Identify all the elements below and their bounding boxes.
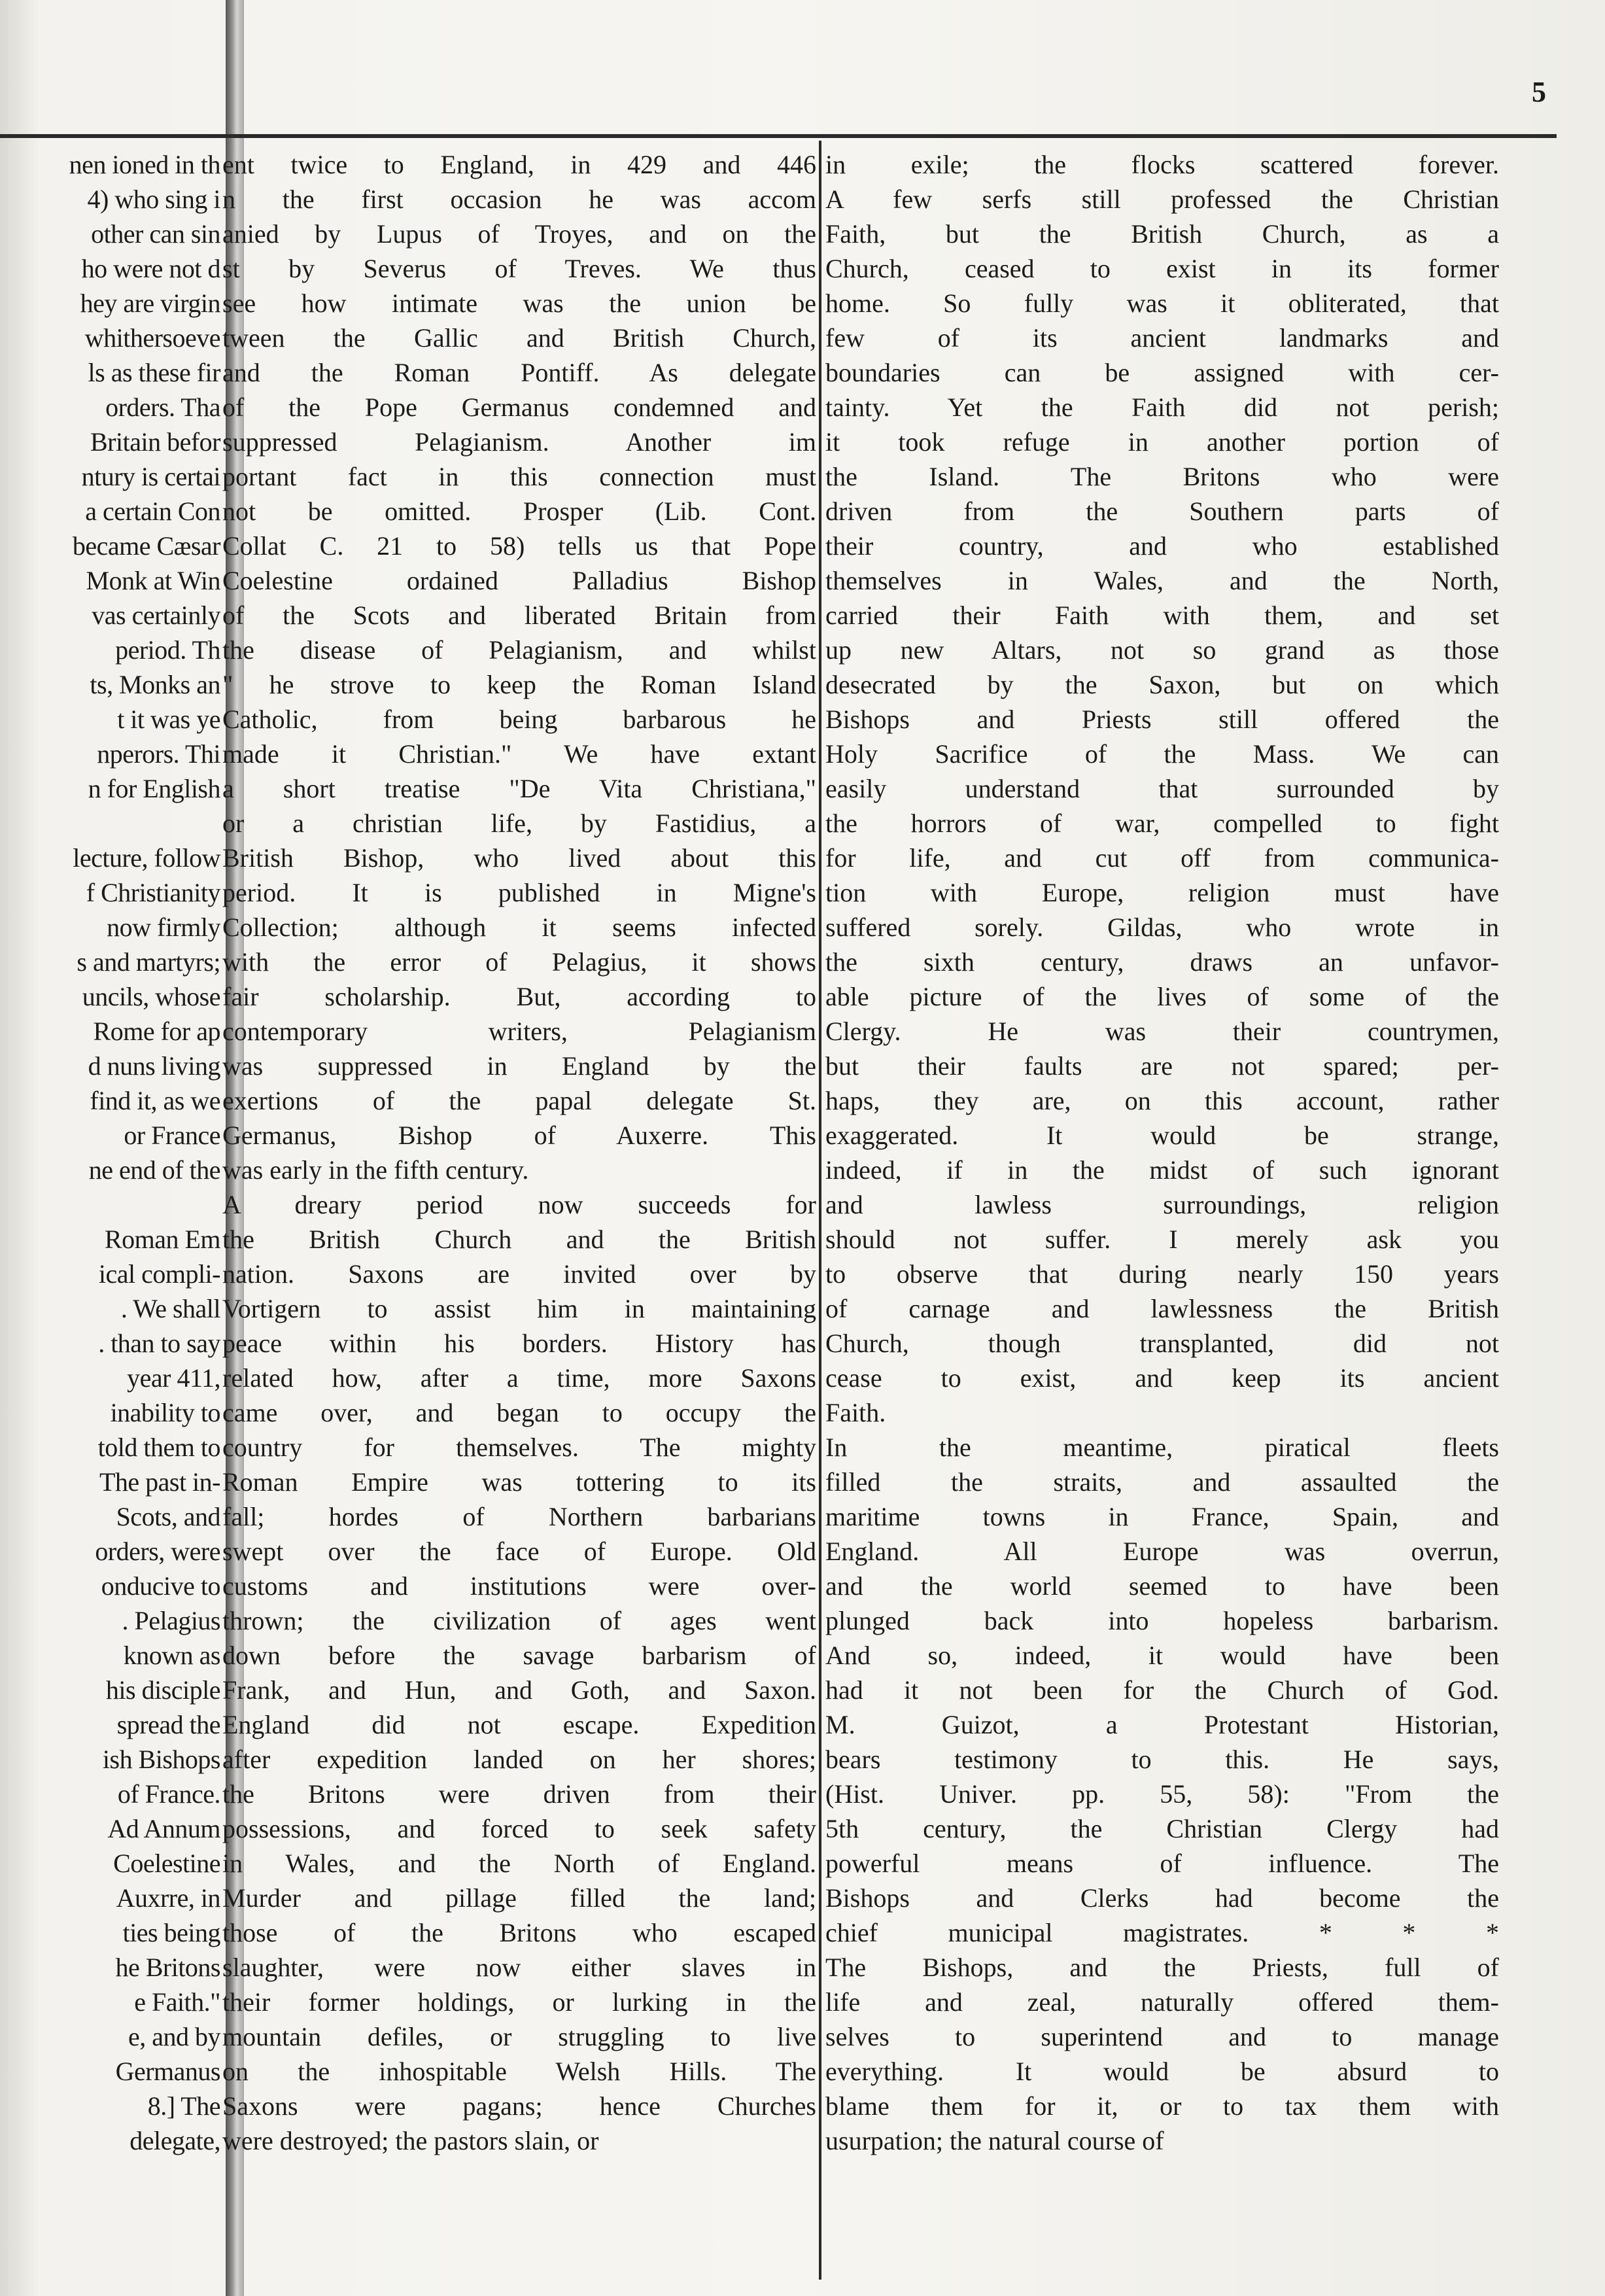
left-column-line: f Christianity <box>86 878 220 907</box>
middle-column-line: tween the Gallic and British Church, <box>222 323 816 353</box>
right-column-line: bears testimony to this. He says, <box>825 1745 1499 1774</box>
left-column-line: of France. <box>117 1779 220 1809</box>
middle-column-line: on the inhospitable Welsh Hills. The <box>222 2057 816 2086</box>
left-column-line: delegate, <box>129 2126 220 2155</box>
right-column-line: suffered sorely. Gildas, who wrote in <box>825 913 1499 942</box>
middle-column-line: Saxons were pagans; hence Churches <box>222 2091 816 2121</box>
right-column-line: Faith. <box>825 1398 886 1427</box>
page-number: 5 <box>1532 76 1546 108</box>
middle-column-line: suppressed Pelagianism. Another im <box>222 427 816 457</box>
right-column-line: and the world seemed to have been <box>825 1571 1499 1601</box>
left-column-line: ho were not d <box>81 254 220 283</box>
middle-column-line: came over, and began to occupy the <box>222 1398 816 1427</box>
middle-column-line: st by Severus of Treves. We thus <box>222 254 816 283</box>
middle-column-line: slaughter, were now either slaves in <box>222 1953 816 1982</box>
middle-column-line: made it Christian." We have extant <box>222 739 816 769</box>
left-column-line: nen ioned in th <box>69 150 220 179</box>
right-column-line: the sixth century, draws an unfavor- <box>825 947 1499 977</box>
middle-column-line: of the Scots and liberated Britain from <box>222 600 816 630</box>
right-column-line: blame them for it, or to tax them with <box>825 2091 1499 2121</box>
left-column-line: ts, Monks an <box>90 670 220 699</box>
right-column-line: Church, though transplanted, did not <box>825 1329 1499 1358</box>
left-column-line: period. Th <box>115 635 220 665</box>
middle-column-line: Collat C. 21 to 58) tells us that Pope <box>222 531 816 561</box>
left-column-line: . Pelagius <box>122 1606 220 1635</box>
left-column-line: vas certainly <box>92 600 220 630</box>
middle-column-line: was early in the fifth century. <box>222 1155 529 1185</box>
column-rule-middle-right <box>819 141 821 2280</box>
right-column-line: able picture of the lives of some of the <box>825 982 1499 1011</box>
middle-column-line: Germanus, Bishop of Auxerre. This <box>222 1121 816 1150</box>
middle-column-line: fall; hordes of Northern barbarians <box>222 1502 816 1531</box>
right-column-line: for life, and cut off from communica- <box>825 843 1499 873</box>
left-column-line: whithersoeve <box>84 323 220 353</box>
left-column-line: Monk at Win <box>86 566 220 595</box>
middle-column-line: nation. Saxons are invited over by <box>222 1259 816 1289</box>
right-column-line: should not suffer. I merely ask you <box>825 1225 1499 1254</box>
left-column-line: onducive to <box>101 1571 220 1601</box>
left-column-line: a certain Con <box>85 496 220 526</box>
left-column-line: ical compli- <box>98 1259 220 1289</box>
right-column-line: selves to superintend and to manage <box>825 2022 1499 2051</box>
middle-column-line: or a christian life, by Fastidius, a <box>222 809 816 838</box>
right-column-line: home. So fully was it obliterated, that <box>825 288 1499 318</box>
middle-column-line: anied by Lupus of Troyes, and on the <box>222 219 816 249</box>
left-column-line: orders, were <box>95 1537 220 1566</box>
middle-column-line: exertions of the papal delegate St. <box>222 1086 816 1115</box>
middle-column-line: British Bishop, who lived about this <box>222 843 816 873</box>
middle-column-line: the disease of Pelagianism, and whilst <box>222 635 816 665</box>
left-column-line: n for English <box>88 774 220 803</box>
left-column-line: . than to say <box>98 1329 220 1358</box>
middle-column-line: peace within his borders. History has <box>222 1329 816 1358</box>
left-column-line: s and martyrs; <box>77 947 220 977</box>
left-column-line: ties being <box>122 1918 220 1947</box>
left-column-line: Roman Em <box>104 1225 220 1254</box>
right-column-line: but their faults are not spared; per- <box>825 1051 1499 1081</box>
right-column-line: it took refuge in another portion of <box>825 427 1499 457</box>
right-column-line: easily understand that surrounded by <box>825 774 1499 803</box>
middle-column-line: fair scholarship. But, according to <box>222 982 816 1011</box>
middle-column-line: after expedition landed on her shores; <box>222 1745 816 1774</box>
middle-column-line: with the error of Pelagius, it shows <box>222 947 816 977</box>
right-column-line: tainty. Yet the Faith did not perish; <box>825 392 1499 422</box>
right-column-line: chief municipal magistrates. * * * <box>825 1918 1499 1947</box>
middle-column-line: Coelestine ordained Palladius Bishop <box>222 566 816 595</box>
right-column-line: England. All Europe was overrun, <box>825 1537 1499 1566</box>
column-right <box>825 147 1499 2158</box>
right-column-line: in exile; the flocks scattered forever. <box>825 150 1499 179</box>
right-column-line: Bishops and Clerks had become the <box>825 1883 1499 1913</box>
middle-column-line: their former holdings, or lurking in the <box>222 1987 816 2017</box>
middle-column-line: country for themselves. The mighty <box>222 1433 816 1462</box>
middle-column-line: period. It is published in Migne's <box>222 878 816 907</box>
right-column-line: usurpation; the natural course of <box>825 2126 1164 2155</box>
right-column-line: powerful means of influence. The <box>825 1849 1499 1878</box>
middle-column-line: Collection; although it seems infected <box>222 913 816 942</box>
middle-column-line: " he strove to keep the Roman Island <box>222 670 816 699</box>
right-column-line: carried their Faith with them, and set <box>825 600 1499 630</box>
left-column-line: now firmly <box>107 913 220 942</box>
middle-column-line: mountain defiles, or struggling to live <box>222 2022 816 2051</box>
right-column-line: filled the straits, and assaulted the <box>825 1467 1499 1497</box>
middle-column-line: a short treatise "De Vita Christiana," <box>222 774 816 803</box>
left-column-line: became Cæsar <box>72 531 220 561</box>
right-column-line: 5th century, the Christian Clergy had <box>825 1814 1499 1843</box>
left-column-line: told them to <box>97 1433 220 1462</box>
left-column-line: ne end of the <box>88 1155 220 1185</box>
left-column-line: orders. Tha <box>105 392 220 422</box>
middle-column-line: see how intimate was the union be <box>222 288 816 318</box>
right-column-line: plunged back into hopeless barbarism. <box>825 1606 1499 1635</box>
middle-column-line: down before the savage barbarism of <box>222 1641 816 1670</box>
right-column-line: Faith, but the British Church, as a <box>825 219 1499 249</box>
right-column-line: themselves in Wales, and the North, <box>825 566 1499 595</box>
right-column-line: of carnage and lawlessness the British <box>825 1294 1499 1323</box>
left-column-line: Scots, and <box>116 1502 220 1531</box>
left-column-line: spread the <box>116 1710 220 1739</box>
middle-column-line: Catholic, from being barbarous he <box>222 704 816 734</box>
right-column-line: In the meantime, piratical fleets <box>825 1433 1499 1462</box>
left-column-line: 4) who sing i <box>87 184 220 214</box>
middle-column-line: of the Pope Germanus condemned and <box>222 392 816 422</box>
left-column-line: or France <box>124 1121 220 1150</box>
column-left <box>0 147 226 2158</box>
left-column-line: . We shall <box>120 1294 220 1323</box>
left-column-line: Coelestine <box>113 1849 220 1878</box>
middle-column-line: not be omitted. Prosper (Lib. Cont. <box>222 496 816 526</box>
left-column-line: uncils, whose <box>82 982 220 1011</box>
left-column-line: he Britons <box>115 1953 220 1982</box>
right-column-line: Bishops and Priests still offered the <box>825 704 1499 734</box>
middle-column-line: were destroyed; the pastors slain, or <box>222 2126 599 2155</box>
right-column-line: The Bishops, and the Priests, full of <box>825 1953 1499 1982</box>
right-column-line: Clergy. He was their countrymen, <box>825 1017 1499 1046</box>
column-middle <box>222 147 816 2158</box>
right-column-line: indeed, if in the midst of such ignorant <box>825 1155 1499 1185</box>
left-column-line: e, and by <box>128 2022 220 2051</box>
left-column-line: d nuns living <box>88 1051 220 1081</box>
middle-column-line: was suppressed in England by the <box>222 1051 816 1081</box>
header-rule <box>0 134 1557 138</box>
left-column-line: year 411, <box>127 1363 220 1393</box>
middle-column-line: Vortigern to assist him in maintaining <box>222 1294 816 1323</box>
right-column-line: had it not been for the Church of God. <box>825 1675 1499 1705</box>
middle-column-line: portant fact in this connection must <box>222 462 816 491</box>
left-column-line: t it was ye <box>117 704 220 734</box>
left-column-line: ish Bishops <box>102 1745 220 1774</box>
right-column-line: Holy Sacrifice of the Mass. We can <box>825 739 1499 769</box>
middle-column-line: ent twice to England, in 429 and 446 <box>222 150 816 179</box>
left-column-line: hey are virgin <box>80 288 220 318</box>
left-column-line: other can sin <box>91 219 220 249</box>
right-column-line: desecrated by the Saxon, but on which <box>825 670 1499 699</box>
middle-column-line: contemporary writers, Pelagianism <box>222 1017 816 1046</box>
middle-column-line: those of the Britons who escaped <box>222 1918 816 1947</box>
left-column-line: ntury is certai <box>81 462 220 491</box>
right-column-line: to observe that during nearly 150 years <box>825 1259 1499 1289</box>
left-column-line: Auxrre, in <box>116 1883 220 1913</box>
middle-column-line: Roman Empire was tottering to its <box>222 1467 816 1497</box>
right-column-line: and lawless surroundings, religion <box>825 1190 1499 1219</box>
middle-column-line: the Britons were driven from their <box>222 1779 816 1809</box>
right-column-line: And so, indeed, it would have been <box>825 1641 1499 1670</box>
right-column-line: the Island. The Britons who were <box>825 462 1499 491</box>
left-column-line: his disciple <box>105 1675 220 1705</box>
left-column-line: known as <box>123 1641 220 1670</box>
left-column-line: 8.] The <box>147 2091 220 2121</box>
right-column-line: their country, and who established <box>825 531 1499 561</box>
middle-column-line: and the Roman Pontiff. As delegate <box>222 358 816 387</box>
left-column-line: Ad Annum <box>107 1814 220 1843</box>
left-column-line: nperors. Thi <box>97 739 220 769</box>
right-column-line: life and zeal, naturally offered them- <box>825 1987 1499 2017</box>
left-column-line: lecture, follow <box>73 843 220 873</box>
middle-column-line: in Wales, and the North of England. <box>222 1849 816 1878</box>
left-column-line: ls as these fir <box>88 358 220 387</box>
middle-column-line: the British Church and the British <box>222 1225 816 1254</box>
right-column-line: cease to exist, and keep its ancient <box>825 1363 1499 1393</box>
left-column-line: Rome for ap <box>93 1017 220 1046</box>
middle-column-line: thrown; the civilization of ages went <box>222 1606 816 1635</box>
right-column-line: A few serfs still professed the Christian <box>825 184 1499 214</box>
right-column-line: the horrors of war, compelled to fight <box>825 809 1499 838</box>
middle-column-line: n the first occasion he was accom <box>222 184 816 214</box>
left-column-line: Britain befor <box>90 427 220 457</box>
middle-column-line: Frank, and Hun, and Goth, and Saxon. <box>222 1675 816 1705</box>
right-column-line: few of its ancient landmarks and <box>825 323 1499 353</box>
middle-column-line: swept over the face of Europe. Old <box>222 1537 816 1566</box>
right-column-line: Church, ceased to exist in its former <box>825 254 1499 283</box>
right-column-line: driven from the Southern parts of <box>825 496 1499 526</box>
right-column-line: exaggerated. It would be strange, <box>825 1121 1499 1150</box>
right-column-line: everything. It would be absurd to <box>825 2057 1499 2086</box>
left-column-line <box>0 1187 226 1222</box>
middle-column-line: England did not escape. Expedition <box>222 1710 816 1739</box>
right-column-line: M. Guizot, a Protestant Historian, <box>825 1710 1499 1739</box>
right-column-line: up new Altars, not so grand as those <box>825 635 1499 665</box>
left-column-line: Germanus <box>115 2057 220 2086</box>
middle-column-line: possessions, and forced to seek safety <box>222 1814 816 1843</box>
middle-column-line: Murder and pillage filled the land; <box>222 1883 816 1913</box>
middle-column-line: related how, after a time, more Saxons <box>222 1363 816 1393</box>
left-column-line <box>0 806 226 841</box>
right-column-line: maritime towns in France, Spain, and <box>825 1502 1499 1531</box>
right-column-line: haps, they are, on this account, rather <box>825 1086 1499 1115</box>
middle-column-line: customs and institutions were over- <box>222 1571 816 1601</box>
left-column-line: The past in- <box>99 1467 220 1497</box>
left-column-line: e Faith." <box>134 1987 220 2017</box>
left-column-line: find it, as we <box>90 1086 220 1115</box>
right-column-line: boundaries can be assigned with cer- <box>825 358 1499 387</box>
middle-column-line: A dreary period now succeeds for <box>222 1190 816 1219</box>
left-column-line: inability to <box>110 1398 220 1427</box>
right-column-line: (Hist. Univer. pp. 55, 58): "From the <box>825 1779 1499 1809</box>
right-column-line: tion with Europe, religion must have <box>825 878 1499 907</box>
